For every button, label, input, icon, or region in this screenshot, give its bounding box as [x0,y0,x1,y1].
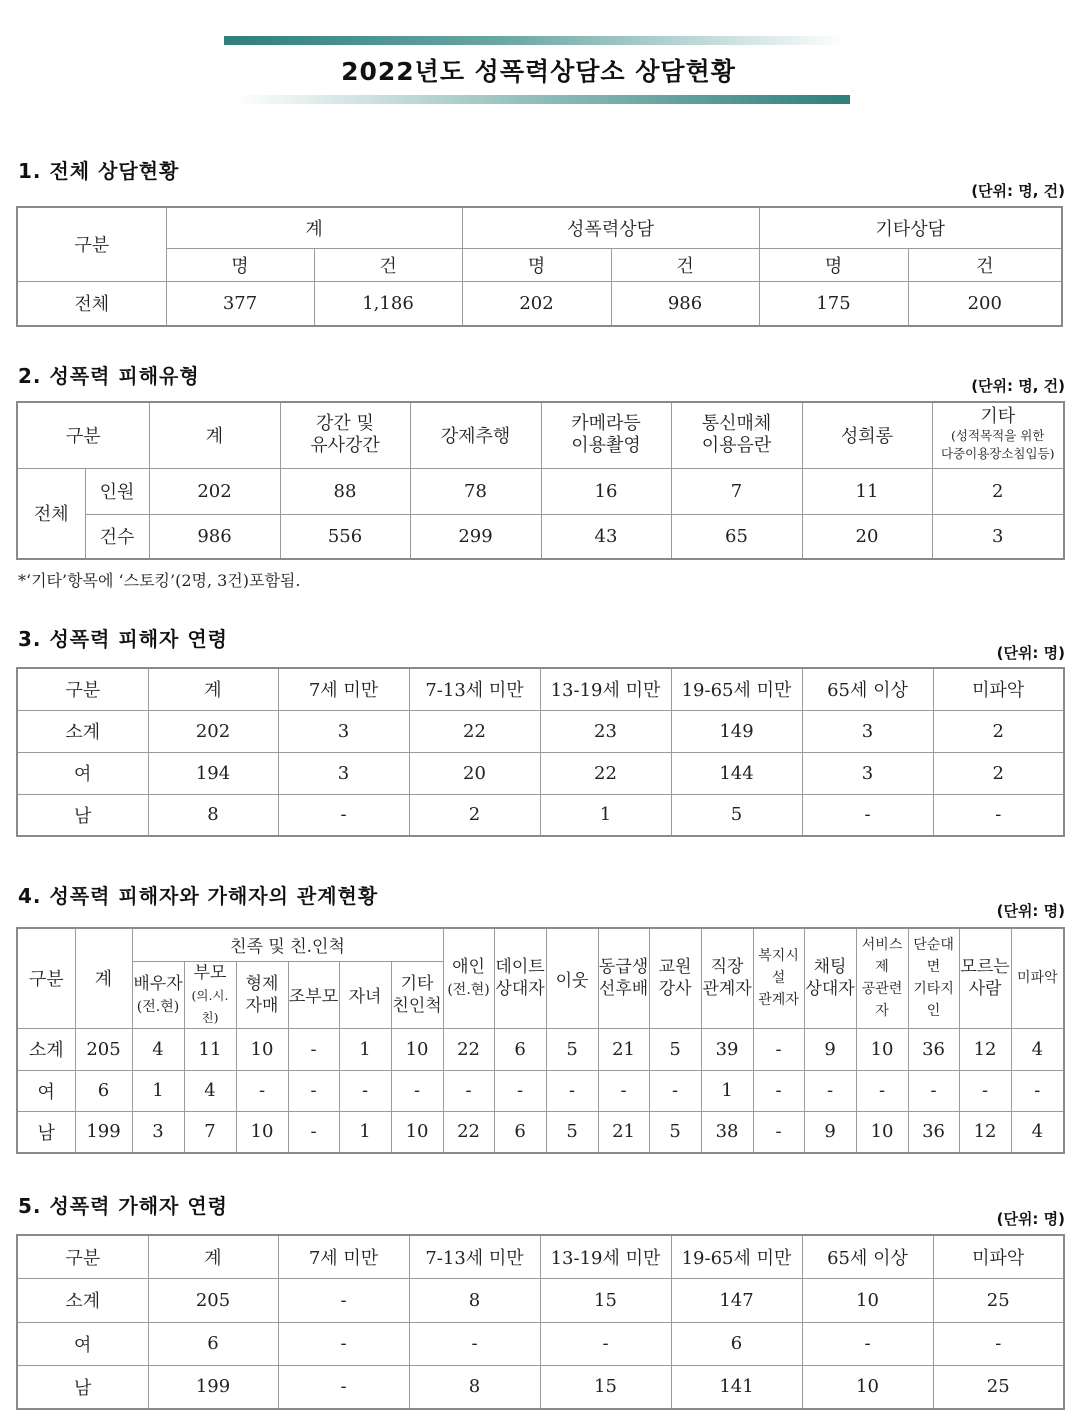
row-label: 남 [17,1365,148,1409]
table-cell: 20 [802,514,932,559]
relationship-table [16,927,1065,1154]
table-cell: - [391,1070,443,1111]
table-cell: 202 [149,468,280,514]
table-cell: 6 [671,1322,802,1365]
header-sv-consult: 성폭력상담 [462,207,759,248]
table-cell: 141 [671,1365,802,1409]
table-cell: 3 [132,1111,184,1153]
header-teacher: 교원 강사 [649,928,701,1028]
table-cell: 43 [541,514,671,559]
table-cell: 65 [671,514,802,559]
section-2-unit: (단위: 명, 건) [971,377,1065,395]
table-cell: - [753,1028,804,1070]
table-cell: 202 [462,281,611,326]
row-label: 소계 [17,1278,148,1322]
header-age: 19-65세 미만 [671,668,802,710]
table-cell: 22 [409,710,540,752]
table-cell: 15 [540,1365,671,1409]
table-cell: 2 [933,752,1064,794]
table-cell: 4 [1011,1028,1064,1070]
table-cell: 3 [802,752,933,794]
victim-type-table [16,401,1065,560]
table-row [17,1322,1064,1365]
table-cell: 5 [546,1028,598,1070]
row-label: 전체 [17,281,166,326]
row-label: 건수 [85,514,149,559]
header-stranger: 모르는 사람 [959,928,1011,1028]
table-cell: 25 [933,1278,1064,1322]
table-cell: 3 [932,514,1064,559]
table-row [17,1278,1064,1322]
table-cell: 10 [236,1028,288,1070]
table-cell: 144 [671,752,802,794]
table-row [17,1028,1064,1070]
header-age: 7-13세 미만 [409,668,540,710]
header-grandparent: 조부모 [288,961,339,1028]
row-label: 여 [17,1070,75,1111]
header-rape: 강간 및 유사강간 [280,402,410,468]
table-cell: 10 [236,1111,288,1153]
table-cell: 22 [443,1028,494,1070]
table-cell: 22 [443,1111,494,1153]
table-cell: - [598,1070,649,1111]
table-cell: 36 [908,1028,959,1070]
header-unknown: 미파악 [933,1235,1064,1278]
table-cell: - [802,1322,933,1365]
table-cell: 10 [391,1111,443,1153]
header-lover: 애인 (전.현) [443,928,494,1028]
header-person: 명 [462,248,611,281]
table-row [17,1365,1064,1409]
header-child: 자녀 [339,961,391,1028]
table-cell: 6 [494,1111,546,1153]
table-cell: 556 [280,514,410,559]
table-cell: 205 [148,1278,278,1322]
table-cell: 1 [701,1070,753,1111]
table-cell: - [288,1070,339,1111]
header-case: 건 [314,248,462,281]
table-row [17,710,1064,752]
table-cell: - [649,1070,701,1111]
table-cell: 3 [278,710,409,752]
header-person: 명 [166,248,314,281]
table-cell: - [278,1322,409,1365]
table-cell: 377 [166,281,314,326]
table-cell: 6 [75,1070,132,1111]
offender-age-table [16,1234,1065,1410]
table-cell: - [409,1322,540,1365]
table-cell: 11 [184,1028,236,1070]
header-category: 구분 [17,928,75,1028]
row-label: 여 [17,752,148,794]
table-cell: 5 [649,1111,701,1153]
table-cell: 1 [339,1111,391,1153]
header-case: 건 [611,248,759,281]
table-cell: - [908,1070,959,1111]
table-cell: 2 [933,710,1064,752]
header-age: 65세 이상 [802,668,933,710]
header-age: 13-19세 미만 [540,1235,671,1278]
header-age: 19-65세 미만 [671,1235,802,1278]
table-cell: - [278,1278,409,1322]
table-cell: 1 [339,1028,391,1070]
table-row [17,794,1064,836]
footnote: *‘기타’항목에 ‘스토킹’(2명, 3건)포함됨. [18,571,301,590]
table-cell: 2 [409,794,540,836]
row-label: 남 [17,794,148,836]
header-assault: 강제추행 [410,402,541,468]
table-row [17,281,1062,326]
table-cell: 8 [409,1365,540,1409]
table-cell: 5 [671,794,802,836]
row-label: 여 [17,1322,148,1365]
row-label: 소계 [17,1028,75,1070]
header-neighbor: 이웃 [546,928,598,1028]
table-cell: - [236,1070,288,1111]
row-group-label: 전체 [17,468,85,559]
table-cell: - [278,1365,409,1409]
table-cell: 986 [149,514,280,559]
section-3-unit: (단위: 명) [996,644,1065,662]
header-chat: 채팅 상대자 [804,928,856,1028]
table-cell: 10 [856,1111,908,1153]
header-unknown: 미파악 [933,668,1064,710]
table-cell: 7 [184,1111,236,1153]
table-cell: 4 [184,1070,236,1111]
header-workplace: 직장 관계자 [701,928,753,1028]
table-cell: 3 [278,752,409,794]
table-cell: - [546,1070,598,1111]
header-category: 구분 [17,668,148,710]
table-cell: - [959,1070,1011,1111]
table-cell: 15 [540,1278,671,1322]
header-service: 서비스제 공관련자 [856,928,908,1028]
header-age: 65세 이상 [802,1235,933,1278]
table-row [17,1111,1064,1153]
table-row [17,1070,1064,1111]
table-cell: 78 [410,468,541,514]
table-cell: 147 [671,1278,802,1322]
table-cell: 38 [701,1111,753,1153]
table-cell: - [494,1070,546,1111]
table-cell: 10 [391,1028,443,1070]
table-cell: 299 [410,514,541,559]
table-cell: 1 [132,1070,184,1111]
table-cell: 10 [802,1278,933,1322]
table-cell: - [278,794,409,836]
header-camera: 카메라등 이용촬영 [541,402,671,468]
header-total: 계 [148,668,278,710]
table-cell: 8 [409,1278,540,1322]
table-cell: 202 [148,710,278,752]
table-cell: 21 [598,1028,649,1070]
overall-consult-table [16,206,1063,327]
row-label: 소계 [17,710,148,752]
table-cell: 22 [540,752,671,794]
table-cell: 199 [75,1111,132,1153]
table-cell: 10 [802,1365,933,1409]
table-cell: 194 [148,752,278,794]
table-cell: 7 [671,468,802,514]
table-cell: 175 [759,281,908,326]
table-cell: 39 [701,1028,753,1070]
header-total: 계 [75,928,132,1028]
table-cell: 8 [148,794,278,836]
header-age: 7세 미만 [278,1235,409,1278]
section-1-title: 1. 전체 상담현황 [18,159,180,183]
table-cell: - [933,794,1064,836]
table-cell: 25 [933,1365,1064,1409]
section-4-title: 4. 성폭력 피해자와 가해자의 관계현황 [18,884,379,908]
table-cell: - [933,1322,1064,1365]
table-cell: - [856,1070,908,1111]
table-cell: 149 [671,710,802,752]
table-cell: - [804,1070,856,1111]
table-cell: - [540,1322,671,1365]
header-harassment: 성희롱 [802,402,932,468]
header-category: 구분 [17,207,166,281]
table-cell: - [339,1070,391,1111]
title-decoration-top [224,36,848,45]
header-age: 7세 미만 [278,668,409,710]
table-cell: - [753,1111,804,1153]
section-4-unit: (단위: 명) [996,902,1065,920]
header-other-relative: 기타 친인척 [391,961,443,1028]
table-cell: 11 [802,468,932,514]
header-family: 친족 및 친.인척 [132,928,443,961]
table-cell: 9 [804,1111,856,1153]
table-cell: 6 [148,1322,278,1365]
section-2-title: 2. 성폭력 피해유형 [18,364,200,388]
table-cell: 88 [280,468,410,514]
table-cell: 16 [541,468,671,514]
table-cell: 205 [75,1028,132,1070]
header-age: 13-19세 미만 [540,668,671,710]
table-cell: 1 [540,794,671,836]
header-peer: 동급생 선후배 [598,928,649,1028]
table-cell: 21 [598,1111,649,1153]
table-cell: 36 [908,1111,959,1153]
table-cell: 4 [1011,1111,1064,1153]
table-cell: - [288,1111,339,1153]
table-cell: 200 [908,281,1062,326]
table-cell: 10 [856,1028,908,1070]
table-cell: 6 [494,1028,546,1070]
table-row [17,752,1064,794]
header-other-consult: 기타상담 [759,207,1062,248]
table-cell: - [443,1070,494,1111]
header-telecom: 통신매체 이용음란 [671,402,802,468]
table-cell: 4 [132,1028,184,1070]
row-label: 인원 [85,468,149,514]
table-cell: - [753,1070,804,1111]
table-cell: 1,186 [314,281,462,326]
header-total: 계 [149,402,280,468]
header-case: 건 [908,248,1062,281]
page-title: 2022년도 성폭력상담소 상담현황 [341,57,736,86]
section-3-title: 3. 성폭력 피해자 연령 [18,627,228,651]
table-cell: 12 [959,1028,1011,1070]
header-etc: 기타 (성적목적을 위한 다중이용장소침입등) [932,402,1064,468]
header-welfare: 복지시설 관계자 [753,928,804,1028]
header-date-partner: 데이트 상대자 [494,928,546,1028]
header-spouse: 배우자 (전.현) [132,961,184,1028]
table-cell: 3 [802,710,933,752]
table-row [17,468,1064,514]
section-5-unit: (단위: 명) [996,1210,1065,1228]
table-cell: 23 [540,710,671,752]
table-cell: 199 [148,1365,278,1409]
table-cell: - [1011,1070,1064,1111]
table-cell: 9 [804,1028,856,1070]
victim-age-table [16,667,1065,837]
table-cell: 986 [611,281,759,326]
header-sibling: 형제 자매 [236,961,288,1028]
table-cell: 12 [959,1111,1011,1153]
header-total: 계 [148,1235,278,1278]
header-parent: 부모 (의.시.친) [184,961,236,1028]
table-cell: - [802,794,933,836]
header-total: 계 [166,207,462,248]
table-cell: 20 [409,752,540,794]
table-cell: - [288,1028,339,1070]
table-cell: 5 [649,1028,701,1070]
table-row [17,514,1064,559]
section-1-unit: (단위: 명, 건) [971,182,1065,200]
header-category: 구분 [17,402,149,468]
table-cell: 2 [932,468,1064,514]
table-cell: 5 [546,1111,598,1153]
title-decoration-bottom [232,95,850,104]
header-age: 7-13세 미만 [409,1235,540,1278]
header-person: 명 [759,248,908,281]
row-label: 남 [17,1111,75,1153]
section-5-title: 5. 성폭력 가해자 연령 [18,1194,228,1218]
header-category: 구분 [17,1235,148,1278]
header-acquaintance: 단순대면 기타지인 [908,928,959,1028]
header-unknown: 미파악 [1011,928,1064,1028]
